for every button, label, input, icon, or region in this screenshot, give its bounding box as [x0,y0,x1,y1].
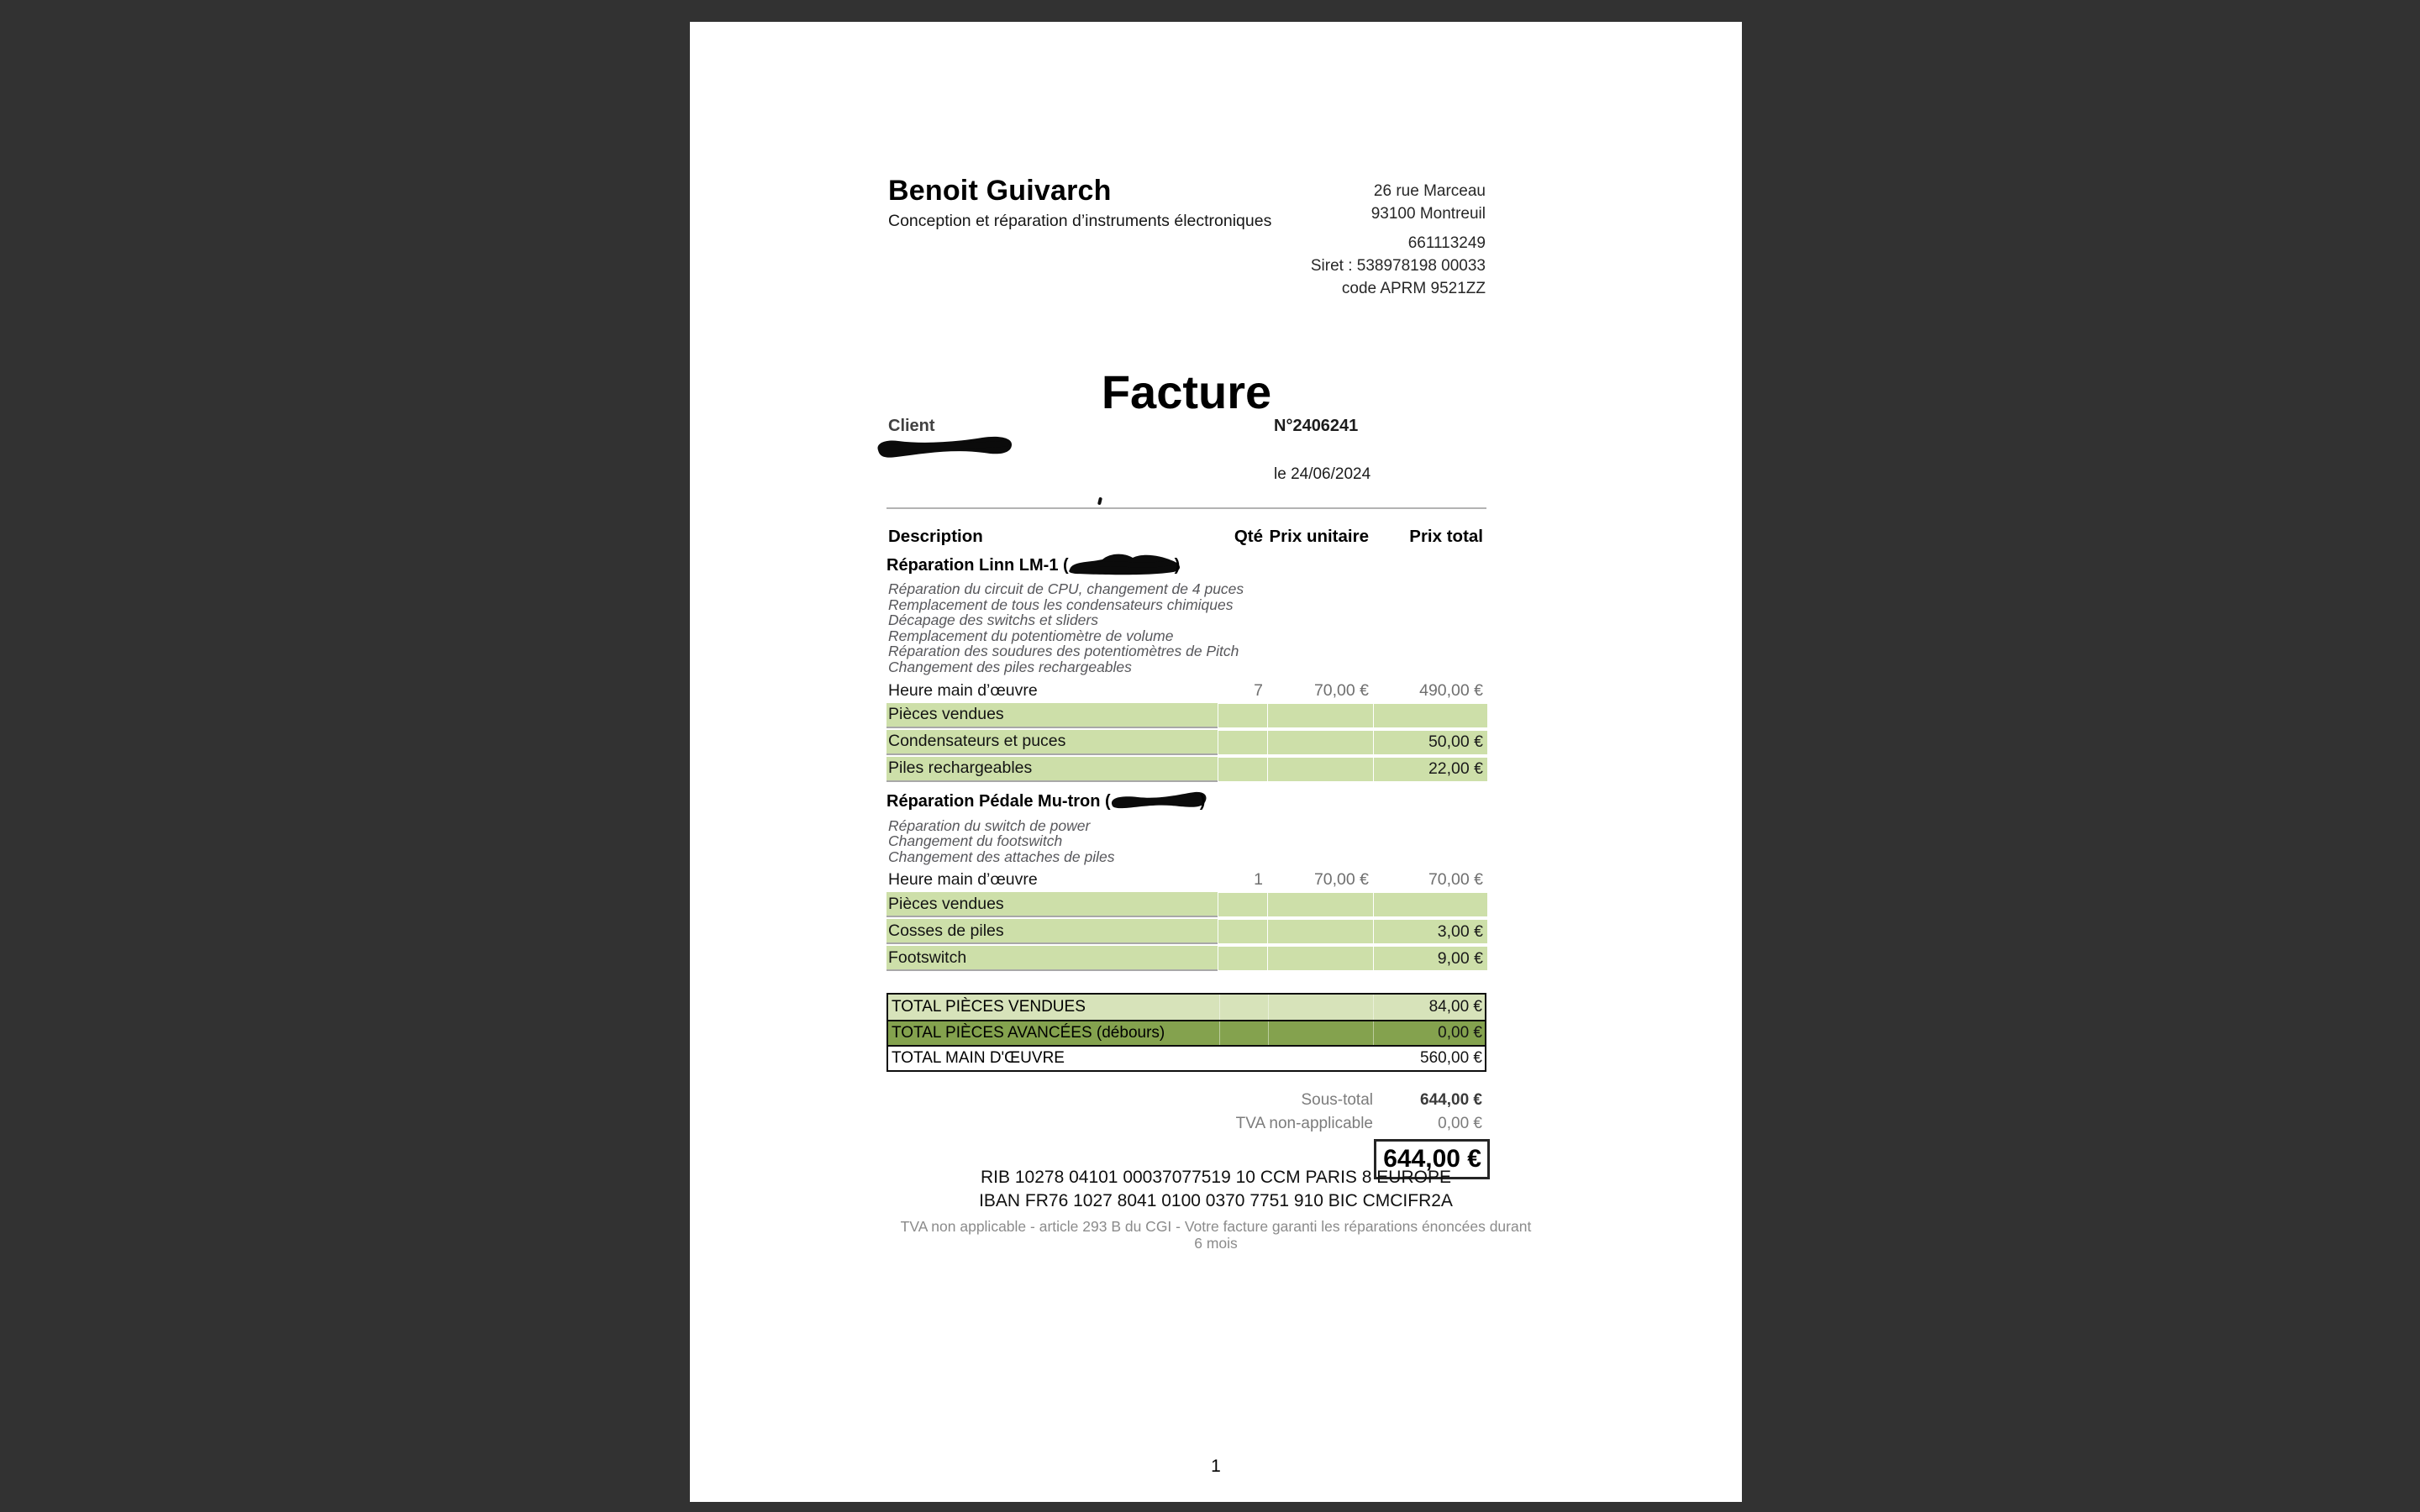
tva-line [886,1112,1486,1135]
item-detail-lines [888,818,1486,865]
siret-number: Siret : 538978198 00033 [1310,257,1486,275]
client-name-redaction-mark [873,433,1016,462]
parts-header-label: Pièces vendues [886,892,1218,917]
table-top-divider [886,507,1486,509]
col-header-unit-price: Prix unitaire [1269,527,1369,546]
invoice-number: N°2406241 [1274,417,1359,435]
total-row-parts-sold [888,995,1485,1020]
linn-serial-redaction-mark [1065,551,1183,576]
rib-line: RIB 10278 04101 00037077519 10 CCM PARIS 8 EUROPE [981,1168,1451,1187]
part-row [886,757,1486,782]
parts-block [886,892,1486,971]
labor-unit-price: 70,00 € [1313,680,1369,700]
part-row [886,919,1486,944]
spacer [886,973,1486,993]
labor-unit-price: 70,00 € [1313,870,1369,890]
invoice-date: le 24/06/2024 [1274,465,1371,483]
detail-line: Changement du footswitch [888,832,1063,850]
empty-cell [1374,893,1487,916]
part-total: 22,00 € [1374,758,1487,781]
labor-total: 70,00 € [1428,870,1483,890]
parts-header-row [886,703,1486,728]
total-value: 560,00 € [1373,1047,1486,1070]
empty-cell [1219,1047,1268,1070]
parts-header-row [886,892,1486,917]
part-total: 50,00 € [1374,731,1487,754]
empty-cell [1268,704,1373,727]
part-row [886,730,1486,755]
detail-line: Changement des piles rechargeables [888,658,1132,675]
item-title-suffix: ) [1174,555,1181,575]
empty-cell [1374,704,1487,727]
tva-value: 0,00 € [1438,1114,1482,1132]
detail-line: Réparation du switch de power [888,816,1091,834]
item-title-suffix: ) [1199,792,1206,811]
total-row-parts-advanced [888,1020,1485,1045]
company-number: 661113249 [1407,234,1486,252]
part-total: 3,00 € [1374,920,1487,943]
empty-cell [1218,893,1267,916]
total-label: TOTAL PIÈCES AVANCÉES (débours) [892,1024,1165,1042]
empty-cell [1218,947,1267,970]
detail-line: Changement des attaches de piles [888,848,1115,865]
empty-cell [1268,947,1373,970]
part-label: Piles rechargeables [886,757,1218,782]
detail-line: Décapage des switchs et sliders [888,612,1098,629]
labor-total: 490,00 € [1419,680,1483,700]
empty-cell [1268,893,1373,916]
stray-ink-mark [1097,497,1102,506]
subtotal-value: 644,00 € [1420,1090,1482,1109]
total-label: TOTAL PIÈCES VENDUES [892,998,1086,1016]
empty-cell [1219,1021,1268,1045]
item-title-text: Réparation Pédale Mu-tron ( [886,792,1111,811]
empty-cell [1268,1021,1373,1045]
total-value: 84,00 € [1373,995,1486,1020]
labor-label: Heure main d’œuvre [888,870,1038,890]
parts-block [886,703,1486,782]
item-title-mutron [886,788,1486,816]
part-total: 9,00 € [1374,947,1487,970]
total-value: 0,00 € [1373,1021,1486,1045]
item-title-linn [886,551,1486,580]
total-label: TOTAL MAIN D'ŒUVRE [892,1049,1065,1068]
company-contact-info [1311,180,1486,300]
line-items-table [886,522,1486,1179]
empty-cell [1218,920,1267,943]
legal-note: TVA non applicable - article 293 B du CGI - Votre facture garanti les réparations énoncées durant 6 mois [900,1218,1532,1252]
iban-line: IBAN FR76 1027 8041 0100 0370 7751 910 BIC CMCIFR2A [979,1191,1453,1210]
empty-cell [1218,731,1267,754]
empty-cell [1268,731,1373,754]
detail-line: Réparation du circuit de CPU, changement de 4 puces [888,580,1244,597]
empty-cell [1219,995,1268,1020]
item-detail-lines [888,581,1486,675]
col-header-total-price: Prix total [1409,527,1483,546]
company-name: Benoit Guivarch [888,175,1112,207]
mutron-serial-redaction-mark [1107,789,1208,812]
empty-cell [1268,995,1373,1020]
address-line-2: 93100 Montreuil [1370,205,1486,223]
spacer [1311,225,1486,232]
labor-qty: 1 [1254,870,1263,890]
totals-box [886,993,1486,1072]
subtotal-line [886,1089,1486,1111]
part-label: Condensateurs et puces [886,730,1218,755]
aprm-code: code APRM 9521ZZ [1341,280,1486,297]
detail-line: Remplacement de tous les condensateurs chimiques [888,596,1234,613]
part-label: Footswitch [886,946,1218,971]
item-title-text: Réparation Linn LM-1 ( [886,555,1069,575]
address-line-1: 26 rue Marceau [1373,182,1486,200]
invoice-page [690,22,1742,1502]
tva-label: TVA non-applicable [1235,1114,1373,1132]
empty-cell [1218,758,1267,781]
labor-label: Heure main d’œuvre [888,680,1038,700]
client-label: Client [888,417,935,435]
grand-total-box: 644,00 € [1374,1139,1490,1179]
subtotal-label: Sous-total [1301,1090,1373,1109]
parts-header-label: Pièces vendues [886,703,1218,728]
total-row-labor [888,1045,1485,1070]
detail-line: Remplacement du potentiomètre de volume [888,627,1174,644]
empty-cell [1218,704,1267,727]
col-header-description: Description [888,527,983,546]
part-row [886,946,1486,971]
invoice-title: Facture [1101,365,1272,418]
empty-cell [1268,920,1373,943]
page-number: 1 [1211,1457,1221,1476]
company-subtitle: Conception et réparation d’instruments électroniques [888,212,1272,230]
labor-row [886,868,1486,892]
col-header-qty: Qté [1234,527,1263,546]
labor-qty: 7 [1254,680,1263,700]
company-header [888,175,1271,231]
empty-cell [1268,758,1373,781]
empty-cell [1268,1047,1373,1070]
labor-row [886,679,1486,703]
detail-line: Réparation des soudures des potentiomètres de Pitch [888,643,1239,660]
part-label: Cosses de piles [886,919,1218,944]
bank-details [690,1166,1742,1213]
table-header-row [886,522,1486,551]
